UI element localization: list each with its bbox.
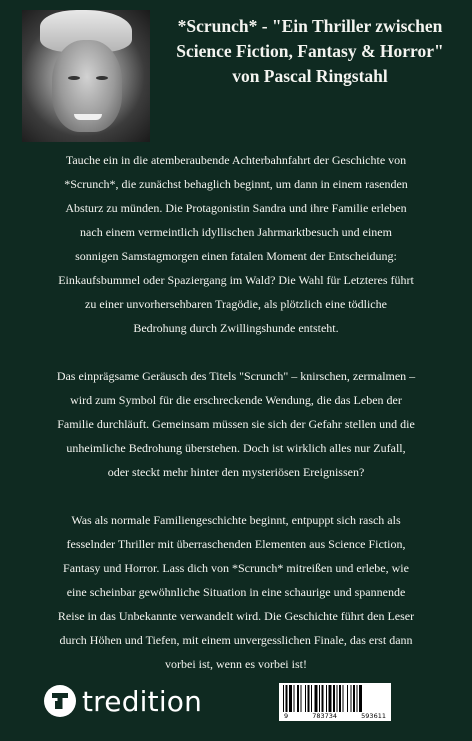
text-line: vorbei ist, wenn es vorbei ist! (165, 657, 307, 671)
barcode-digit: 9 (284, 712, 289, 720)
text-line: wird zum Symbol für die erschreckende Wendung, die das Leben der (70, 393, 402, 407)
title-line: Science Fiction, Fantasy & Horror" (176, 41, 444, 61)
barcode-digits (279, 712, 391, 720)
text-line: Fantasy und Horror. Lass dich von *Scrunch* mitreißen und erlebe, wie (63, 561, 409, 575)
blurb-paragraph-3 (14, 508, 458, 676)
publisher-name: tredition (82, 684, 203, 718)
author-photo (22, 10, 150, 142)
publisher-logo (44, 683, 202, 719)
text-line: fesselnder Thriller mit überraschenden Elementen aus Science Fiction, (66, 537, 406, 551)
blurb-paragraph-2 (14, 364, 458, 484)
text-line: Bedrohung durch Zwillingshunde entsteht. (133, 321, 339, 335)
text-line: Was als normale Familiengeschichte beginnt, entpuppt sich rasch als (71, 513, 401, 527)
text-line: sonnigen Samstagmorgen einen fatalen Moment der Entscheidung: (75, 249, 397, 263)
text-line: zu einer unvorhersehbaren Tragödie, als plötzlich eine tödliche (85, 297, 387, 311)
text-line: durch Höhen und Tiefen, mit einem unvergesslichen Finale, das erst dann (59, 633, 413, 647)
text-line: Das einprägsame Geräusch des Titels "Scrunch" – knirschen, zermalmen – (56, 369, 416, 383)
text-line: Reise in das Unbekannte verwandelt wird. Die Geschichte führt den Leser (57, 609, 415, 623)
text-line: eine scheinbar gewöhnliche Situation in eine schaurige und spannende (66, 585, 406, 599)
barcode-group: 593611 (361, 712, 386, 720)
title-line: *Scrunch* - "Ein Thriller zwischen (177, 16, 443, 36)
text-line: Familie durchläuft. Gemeinsam müssen sie sich der Gefahr stellen und die (57, 417, 415, 431)
book-title (155, 14, 465, 89)
text-line: *Scrunch*, die zunächst behaglich beginnt, um dann in einem rasenden (64, 177, 408, 191)
isbn-barcode (279, 683, 391, 721)
text-line: Tauche ein in die atemberaubende Achterbahnfahrt der Geschichte von (65, 153, 407, 167)
barcode-group: 783734 (312, 712, 338, 720)
author-line: von Pascal Ringstahl (232, 66, 388, 86)
text-line: Einkaufsbummel oder Spaziergang im Wald? Die Wahl für Letzteres führt (58, 273, 414, 287)
text-line: nach einem vermeintlich idyllischen Jahrmarktbesuch und einem (80, 225, 392, 239)
text-line: unheimliche Bedrohung überstehen. Doch ist wirklich alles nur Zufall, (66, 441, 406, 455)
blurb (14, 148, 458, 676)
text-line: Absturz zu münden. Die Protagonistin Sandra und ihre Familie erleben (65, 201, 407, 215)
tredition-logo-icon (44, 685, 76, 717)
text-line: oder steckt mehr hinter den mysteriösen Ereignissen? (107, 465, 365, 479)
blurb-paragraph-1 (14, 148, 458, 340)
